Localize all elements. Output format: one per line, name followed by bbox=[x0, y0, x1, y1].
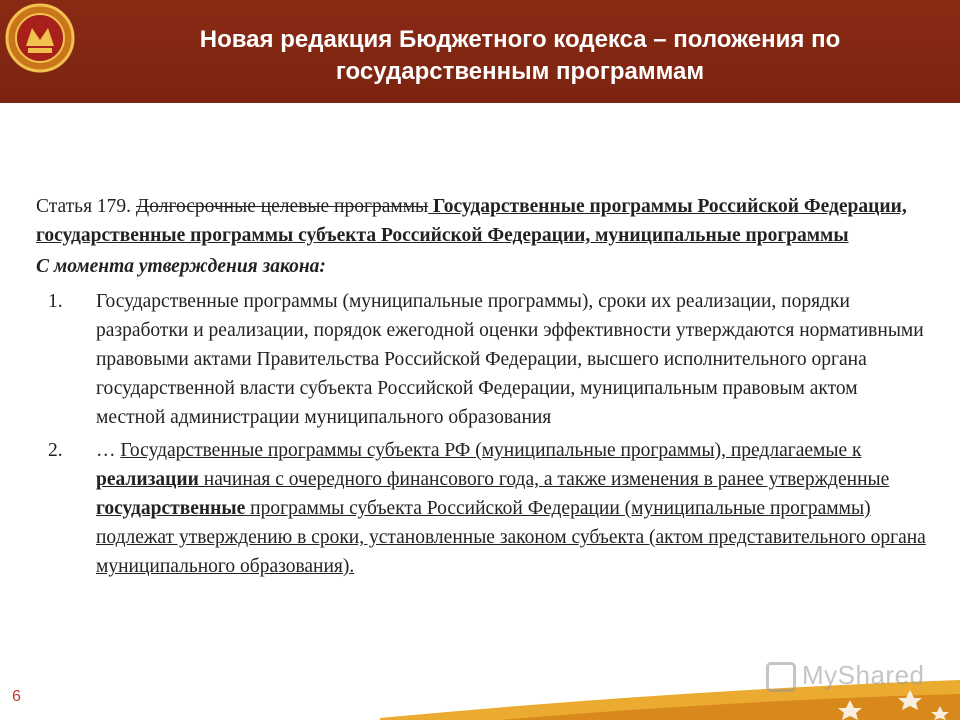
article-old-title: Долгосрочные целевые программы bbox=[135, 196, 429, 217]
chuvashia-emblem-icon bbox=[4, 2, 76, 74]
list-item bbox=[36, 287, 926, 432]
item-number: 1. bbox=[48, 291, 63, 312]
slide-body bbox=[36, 192, 926, 585]
title-line-1: Новая редакция Бюджетного кодекса – положения по bbox=[199, 26, 841, 53]
item-bold-1: реализации bbox=[96, 469, 199, 490]
article-heading bbox=[36, 192, 926, 250]
item-text-part-2: начиная с очередного финансового года, а также изменения в ранее утвержденные bbox=[198, 469, 890, 490]
article-new-title: Государственные программы Российской Федерации, государственные программы субъекта Российской Федерации, муниципальные программы bbox=[36, 196, 907, 246]
item-text: Государственные программы (муниципальные программы), сроки их реализации, порядки разработки и реализации, порядок ежегодной оценки эффективности утверждаются нормативными правовыми актами Правительства Российской Федерации, высшего исполнительного органа государственной власти субъекта Российской Федерации, муниципальным правовым актом местной администрации муниципального образования bbox=[96, 291, 924, 428]
myshared-logo-icon bbox=[766, 662, 796, 692]
slide-number: 6 bbox=[12, 688, 21, 705]
article-prefix: Статья 179. bbox=[36, 196, 136, 217]
item-lead: … bbox=[96, 440, 121, 461]
watermark-text: MyShared bbox=[802, 660, 925, 690]
item-text-part-1: Государственные программы субъекта РФ (муниципальные программы), предлагаемые к bbox=[120, 440, 862, 461]
list-item bbox=[36, 436, 926, 581]
intro-heading: С момента утверждения закона: bbox=[36, 256, 326, 277]
item-bold-2: государственные bbox=[96, 498, 246, 519]
item-text-part-3: программы субъекта Российской Федерации (муниципальные программы) подлежат утверждению в сроки, установленные законом субъекта (актом представительного органа муниципального образования). bbox=[96, 498, 926, 577]
page-title bbox=[90, 24, 950, 88]
provisions-list bbox=[36, 287, 926, 581]
item-number: 2. bbox=[48, 440, 63, 461]
title-line-2: государственным программам bbox=[335, 58, 705, 85]
slide-header bbox=[0, 0, 960, 103]
